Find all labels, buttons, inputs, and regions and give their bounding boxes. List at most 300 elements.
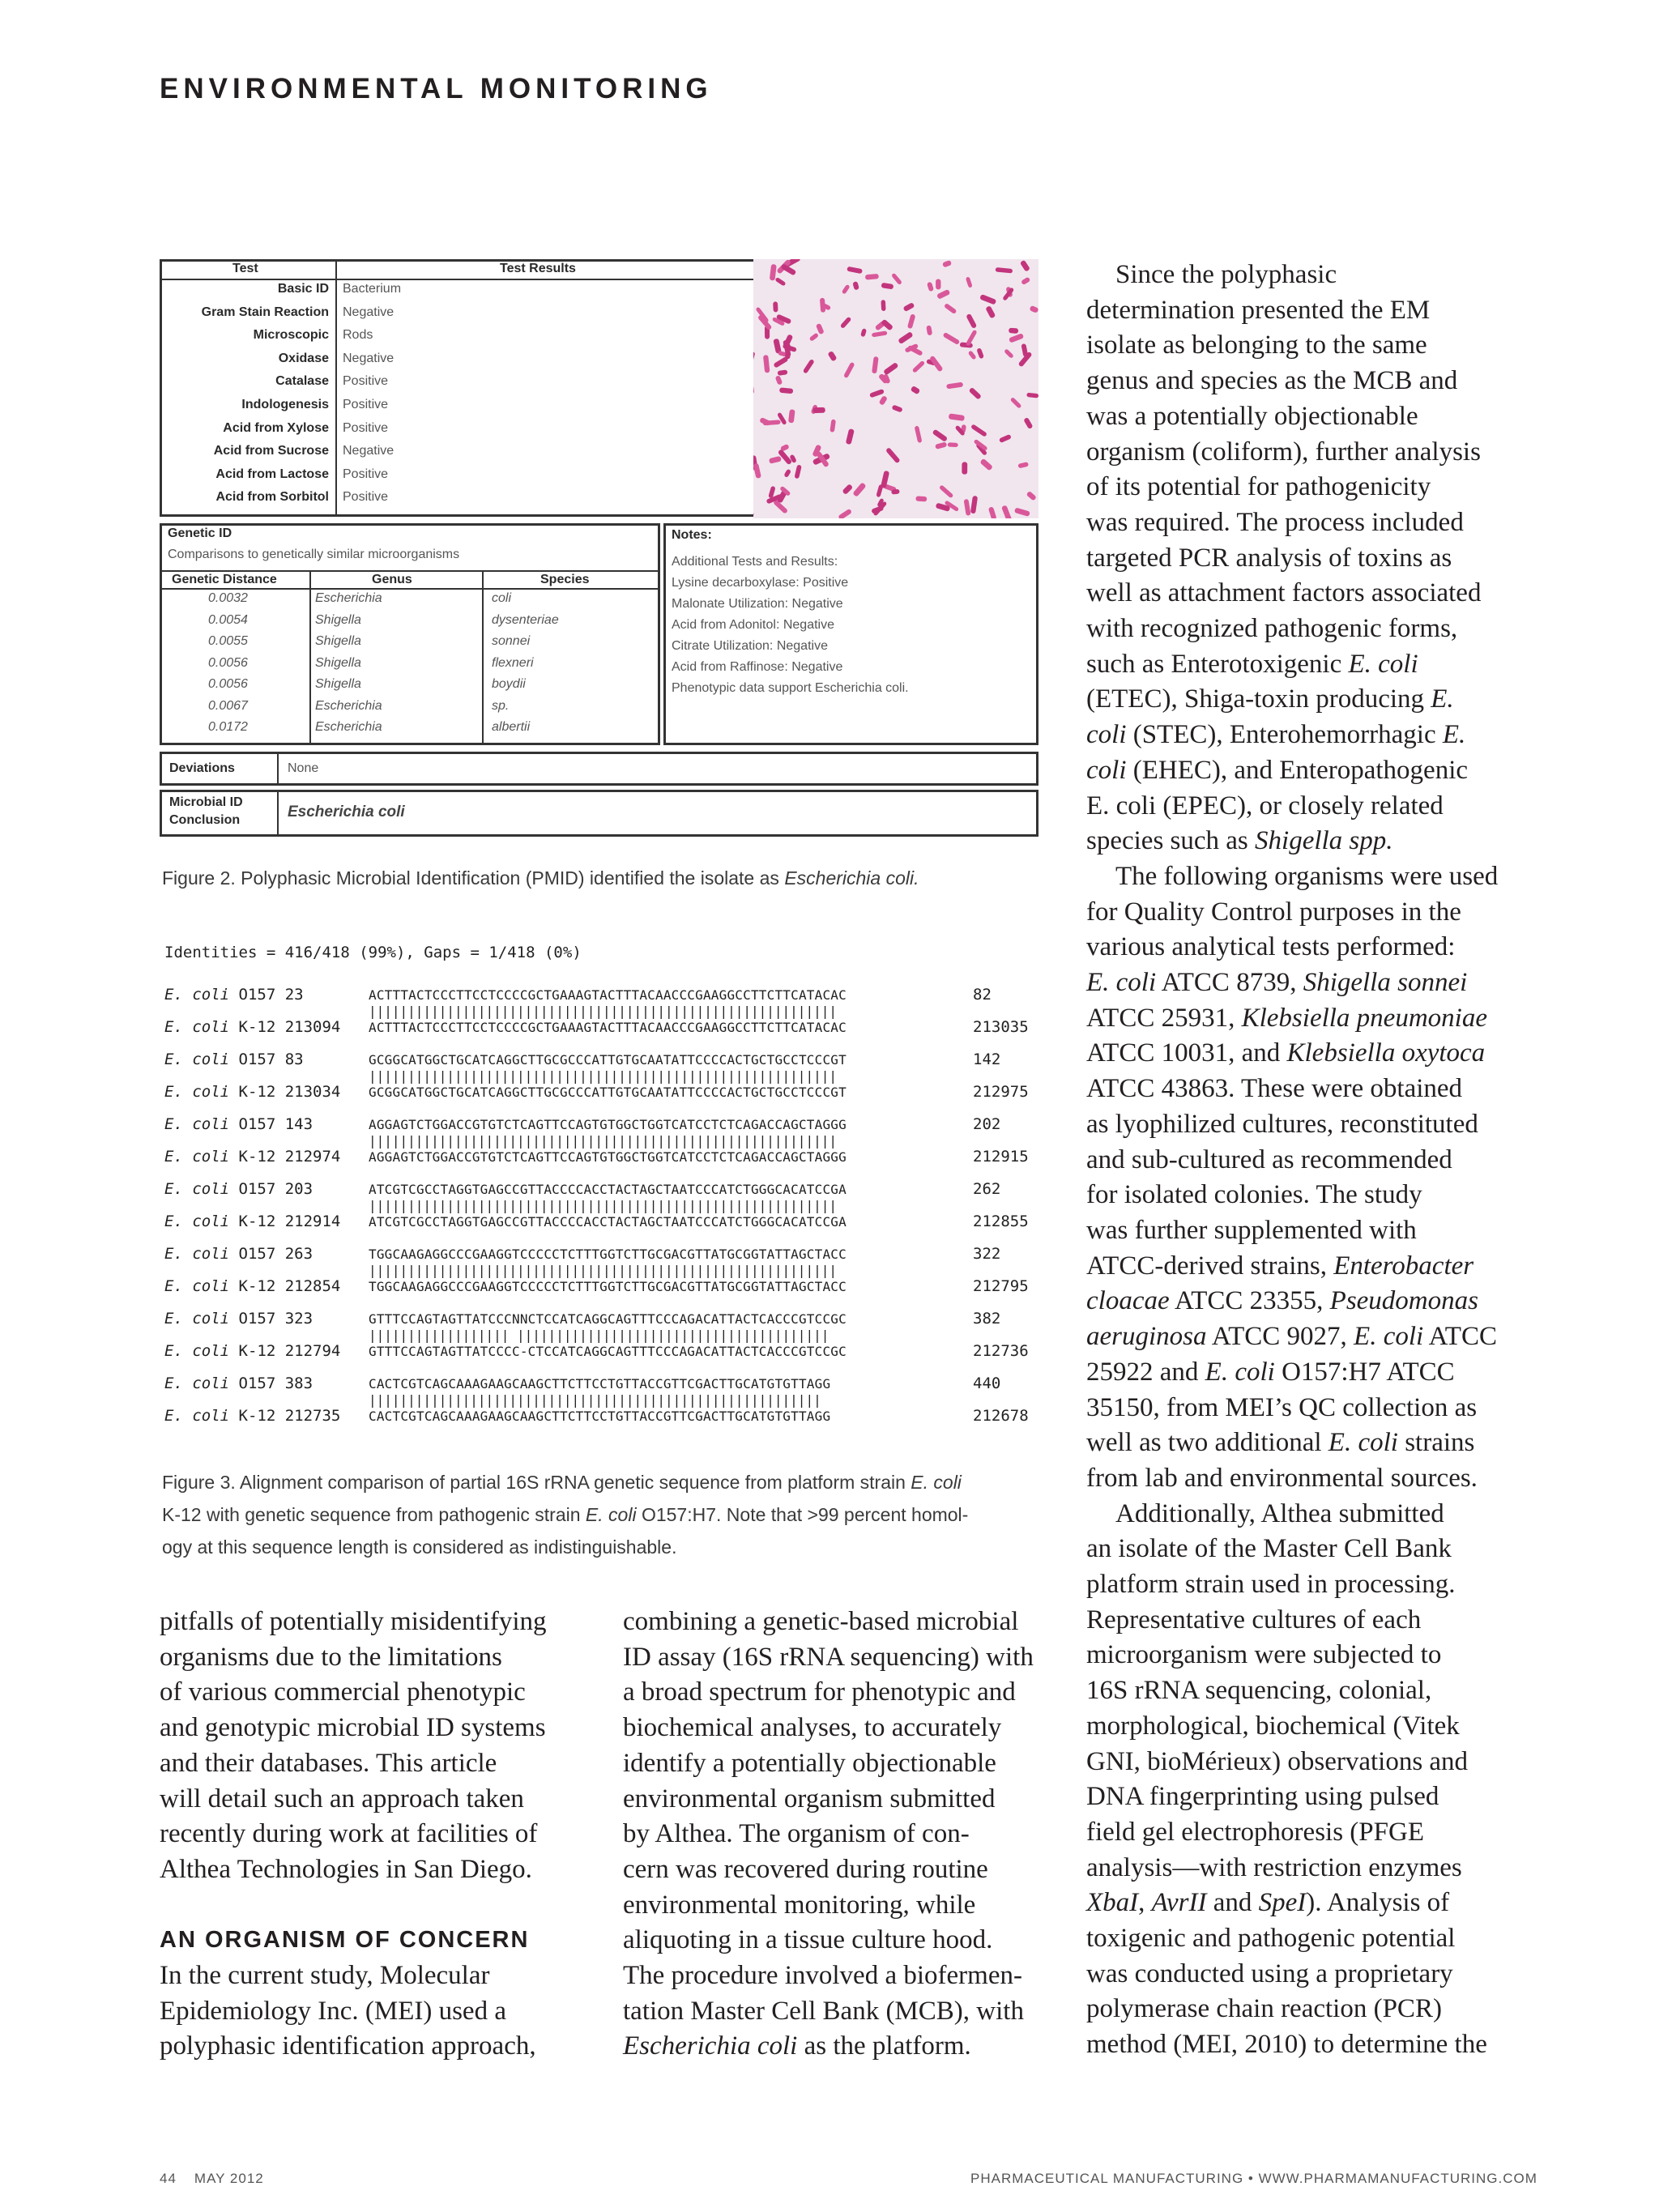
col3-italic: Enterobacter — [1333, 1251, 1474, 1281]
test-name: Indologenesis — [241, 398, 329, 411]
rod-bacterium — [788, 409, 795, 423]
test-name: Gram Stain Reaction — [201, 305, 329, 319]
alignment-organism — [164, 1051, 304, 1068]
col3-italic: E. coli — [1348, 649, 1418, 679]
genetic-distance: 0.0054 — [208, 612, 248, 627]
genetic-genus: Escherichia — [315, 591, 382, 605]
alignment-strain: O157 203 — [238, 1180, 313, 1198]
col3-line: as lyophilized cultures, reconstituted — [1086, 1109, 1478, 1139]
alignment-organism — [164, 1018, 340, 1036]
col3-line: E. coli (EPEC), or closely related — [1086, 791, 1444, 820]
rod-bacterium — [803, 359, 815, 374]
rod-bacterium — [948, 442, 958, 447]
text-line: toxigenic and pathogenic potential — [1086, 1924, 1456, 1954]
col3-italic: Shigella spp. — [1255, 826, 1393, 856]
alignment-row — [164, 1083, 1039, 1115]
rod-bacterium — [1009, 328, 1018, 334]
alignment-sequence: TGGCAAGAGGCCCGAAGGTCCCCCTCTTTGGTCTTGCGACGTTATGCGGTATTAGCTACC — [369, 1247, 847, 1262]
alignment-organism — [164, 1148, 340, 1166]
rod-bacterium — [988, 506, 997, 518]
rod-bacterium — [778, 369, 788, 375]
footer-right — [970, 2171, 1537, 2187]
col1-paragraph — [160, 1605, 597, 1888]
rod-bacterium — [846, 428, 855, 445]
notes-title: Notes: — [672, 528, 712, 542]
rod-bacterium — [915, 496, 927, 501]
rod-bacterium — [1020, 260, 1030, 272]
note-line: Acid from Adonitol: Negative — [672, 618, 834, 632]
caption-italic: Escherichia coli. — [784, 867, 919, 889]
text-line: of its potential for pathogenicity — [1086, 472, 1431, 502]
col3-italic: AvrII — [1151, 1888, 1207, 1918]
test-name: Microscopic — [253, 328, 329, 343]
alignment-species: E. coli — [164, 1018, 230, 1036]
alignment-position: 212975 — [973, 1083, 1029, 1101]
caption-l2: K-12 with genetic sequence from pathogenic strain — [162, 1504, 586, 1525]
rod-bacterium — [1001, 505, 1013, 518]
col3-italic: E. coli — [1205, 1357, 1275, 1387]
col3-italic: E. coli — [1086, 968, 1157, 998]
col3-italic: aeruginosa — [1086, 1322, 1207, 1352]
genetic-distance: 0.0055 — [208, 634, 248, 648]
alignment-row — [164, 1180, 1039, 1213]
col3-line: from lab and environmental sources. — [1086, 1463, 1478, 1493]
text-line: Epidemiology Inc. (MEI) used a — [160, 1996, 506, 2026]
genetic-species: flexneri — [492, 655, 534, 670]
col3-italic: E. coli — [1354, 1322, 1424, 1352]
col2-paragraph — [623, 1605, 1060, 2029]
col3-paragraph-1 — [1086, 258, 1540, 647]
genetic-genus: Escherichia — [315, 720, 382, 734]
rod-bacterium — [885, 447, 901, 463]
rod-bacterium — [979, 458, 993, 471]
alignment-organism — [164, 1277, 340, 1295]
rod-bacterium — [847, 266, 863, 274]
rod-bacterium — [935, 441, 947, 450]
test-result: Positive — [343, 374, 389, 389]
alignment-match-bars: |||||||||||||||||||||||||||||||||||||||||||||||||||||||||||| — [369, 1004, 837, 1019]
alignment-strain: O157 143 — [238, 1115, 313, 1133]
text-line: The procedure involved a biofermen- — [623, 1961, 1022, 1991]
rod-bacterium — [827, 351, 837, 362]
col3-text: ATCC — [1423, 1322, 1497, 1352]
alignment-sequence: GTTTCCAGTAGTTATCCCC-CTCCATCAGGCAGTTTCCCAGACATTACTCACCCGTCCGC — [369, 1344, 847, 1359]
col3-line: for isolated colonies. The study — [1086, 1180, 1422, 1210]
test-name: Acid from Sorbitol — [215, 490, 329, 505]
rod-bacterium — [966, 276, 973, 288]
genetic-species: sonnei — [492, 634, 531, 648]
rod-bacterium — [985, 305, 996, 318]
text-line: pitfalls of potentially misidentifying — [160, 1607, 547, 1636]
issue-date: MAY 2012 — [194, 2171, 264, 2186]
col2-last-line — [623, 2029, 1060, 2065]
alignment-strain: K-12 213094 — [238, 1018, 341, 1036]
text-line: morphological, biochemical (Vitek — [1086, 1711, 1460, 1741]
alignment-row — [164, 1051, 1039, 1083]
text-line: polymerase chain reaction (PCR) — [1086, 1994, 1442, 2024]
rod-bacterium — [1026, 393, 1038, 399]
rod-bacterium — [927, 282, 934, 292]
rod-bacterium — [1030, 305, 1038, 313]
rod-bacterium — [926, 325, 932, 335]
col3-text: ATCC 25931, — [1086, 1003, 1242, 1033]
alignment-row — [164, 1375, 1039, 1407]
rod-bacterium — [936, 289, 950, 300]
col3-line: ATCC 43863. These were obtained — [1086, 1074, 1463, 1104]
col3-line: various analytical tests performed: — [1086, 932, 1456, 962]
alignment-organism — [164, 1342, 340, 1360]
alignment-sequence: CACTCGTCAGCAAAGAAGCAAGCTTCTTCCTGTTACCGTTCGACTTGCATGTGTTAGG — [369, 1409, 831, 1424]
alignment-position: 262 — [973, 1180, 1001, 1198]
alignment-match-bars: |||||||||||||||||||||||||||||||||||||||||||||||||||||||||||| — [369, 1198, 837, 1213]
test-result: Negative — [343, 305, 394, 319]
col3-italic: coli — [1086, 755, 1127, 785]
col1-paragraph-2 — [160, 1958, 597, 2065]
text-line: 16S rRNA sequencing, colonial, — [1086, 1676, 1432, 1706]
conclusion-label-1: Microbial ID — [169, 795, 243, 809]
alignment-species: E. coli — [164, 986, 230, 1004]
col3-line: for Quality Control purposes in the — [1086, 897, 1461, 927]
alignment-organism — [164, 986, 304, 1004]
note-line: Malonate Utilization: Negative — [672, 597, 843, 611]
rod-bacterium — [944, 303, 957, 314]
text-line: organisms due to the limitations — [160, 1642, 502, 1672]
alignment-species: E. coli — [164, 1407, 230, 1425]
alignment-strain: K-12 212794 — [238, 1342, 341, 1360]
rod-bacterium — [915, 425, 923, 443]
rod-bacterium — [1004, 348, 1014, 359]
test-result: Rods — [343, 328, 373, 343]
alignment-strain: K-12 212735 — [238, 1407, 341, 1425]
alignment-species: E. coli — [164, 1310, 230, 1328]
figure-3-caption — [162, 1466, 1037, 1563]
test-result: Positive — [343, 467, 389, 481]
text-line: field gel electrophoresis (PFGE — [1086, 1817, 1424, 1847]
page-number: 44 — [160, 2171, 177, 2186]
alignment-strain: K-12 212914 — [238, 1213, 341, 1230]
rod-bacterium — [816, 323, 825, 335]
genetic-distance: 0.0032 — [208, 591, 248, 605]
text-line: method (MEI, 2010) to determine the — [1086, 2030, 1487, 2060]
alignment-organism — [164, 1213, 340, 1230]
rod-bacterium — [865, 274, 879, 280]
text-line: genus and species as the MCB and — [1086, 366, 1458, 396]
col3-text: ATCC 10031, and — [1086, 1038, 1287, 1068]
rod-bacterium — [872, 330, 888, 337]
alignment-sequence: ACTTTACTCCCTTCCTCCCCGCTGAAAGTACTTTACAACCCGAAGGCCTTCTTCATACAC — [369, 1020, 847, 1035]
genetic-genus: Shigella — [315, 677, 361, 691]
caption-l1: Figure 3. Alignment comparison of partial 16S rRNA genetic sequence from platform strain — [162, 1472, 911, 1493]
text-line: was required. The process included — [1086, 507, 1464, 537]
text-line: ID assay (16S rRNA sequencing) with — [623, 1642, 1034, 1672]
alignment-sequence: AGGAGTCTGGACCGTGTCTCAGTTCCAGTGTGGCTGGTCATCCTCTCAGACCAGCTAGGG — [369, 1117, 847, 1132]
rod-bacterium — [936, 279, 940, 290]
text-line: environmental monitoring, while — [623, 1890, 976, 1920]
text-line: determination presented the EM — [1086, 295, 1431, 325]
alignment-species: E. coli — [164, 1213, 230, 1230]
alignment-row — [164, 1213, 1039, 1245]
alignment-match-bars: |||||||||||||||||| |||||||||||||||||||||||||||||||||||||||| — [369, 1328, 830, 1343]
alignment-organism — [164, 1407, 340, 1425]
rod-bacterium — [838, 509, 852, 518]
rod-bacterium — [881, 300, 885, 311]
text-line: GNI, bioMérieux) observations and — [1086, 1746, 1469, 1776]
rod-bacterium — [1009, 333, 1024, 343]
conclusion-label-2: Conclusion — [169, 813, 241, 827]
text-line: tation Master Cell Bank (MCB), with — [623, 1996, 1024, 2026]
col3-text: ATCC-derived strains, — [1086, 1251, 1334, 1281]
col3-italic: E. coli — [1328, 1428, 1398, 1458]
rod-bacterium — [970, 496, 978, 514]
genetic-distance: 0.0056 — [208, 677, 248, 691]
alignment-species: E. coli — [164, 1180, 230, 1198]
genetic-genus: Shigella — [315, 655, 361, 670]
rod-bacterium — [879, 395, 888, 406]
rod-bacterium — [968, 350, 977, 360]
col3-paragraph-3 — [1086, 1497, 1540, 1886]
text-line: targeted PCR analysis of toxins as — [1086, 543, 1452, 573]
test-result: Positive — [343, 490, 389, 505]
col3-text: ATCC 9027, — [1206, 1322, 1354, 1352]
alignment-row — [164, 986, 1039, 1018]
rod-bacterium — [907, 313, 916, 329]
col-genetic-distance: Genetic Distance — [172, 573, 277, 586]
caption-l2-post: O157:H7. Note that >99 percent homol- — [636, 1504, 969, 1525]
rod-bacterium — [753, 386, 754, 394]
text-line: organism (coliform), further analysis — [1086, 437, 1481, 467]
alignment-row — [164, 1115, 1039, 1148]
col3-line: The following organisms were used — [1115, 861, 1499, 891]
alignment-row — [164, 1148, 1039, 1180]
genetic-species: boydii — [492, 677, 526, 691]
rod-bacterium — [769, 456, 782, 464]
publication-url: WWW.PHARMAMANUFACTURING.COM — [1258, 2171, 1537, 2186]
alignment-strain: O157 323 — [238, 1310, 313, 1328]
alignment-position: 82 — [973, 986, 992, 1004]
alignment-position: 212795 — [973, 1277, 1029, 1295]
rod-bacterium — [779, 387, 793, 394]
rod-bacterium — [902, 302, 915, 312]
test-name: Acid from Xylose — [223, 420, 329, 435]
text-line: Representative cultures of each — [1086, 1605, 1422, 1634]
text-line: of various commercial phenotypic — [160, 1677, 526, 1707]
test-name: Basic ID — [277, 282, 329, 296]
col3-text: (STEC), Enterohemorrhagic — [1126, 720, 1443, 750]
rod-bacterium — [942, 260, 952, 268]
genetic-id-subtitle: Comparisons to genetically similar microorganisms — [168, 548, 460, 561]
genetic-distance: 0.0056 — [208, 655, 248, 670]
col3-italic: E. — [1442, 720, 1466, 750]
rod-bacterium — [852, 482, 866, 497]
col2-last-post: as the platform. — [797, 2031, 971, 2061]
col3-text: ATCC 23355, — [1169, 1286, 1330, 1316]
rod-bacterium — [912, 360, 926, 373]
alignment-sequence: GCGGCATGGCTGCATCAGGCTTGCGCCCATTGTGCAATATTCCCCACTGCTGCCTCCCGT — [369, 1085, 847, 1100]
rod-bacterium — [946, 382, 963, 390]
text-line: platform strain used in processing. — [1086, 1570, 1456, 1600]
rod-bacterium — [753, 463, 761, 479]
rod-bacterium — [911, 386, 921, 394]
rod-bacterium — [939, 484, 954, 498]
alignment-rows — [164, 986, 1039, 1439]
alignment-sequence: GCGGCATGGCTGCATCAGGCTTGCGCCCATTGTGCAATATTCCCCACTGCTGCCTCCCGT — [369, 1052, 847, 1068]
rod-bacterium — [883, 362, 898, 376]
test-name: Catalase — [275, 374, 329, 389]
alignment-row — [164, 1310, 1039, 1342]
rod-bacterium — [812, 407, 825, 413]
genetic-species: albertii — [492, 720, 531, 734]
rod-bacterium — [999, 434, 1012, 443]
genetic-species: sp. — [492, 698, 510, 713]
alignment-position: 212915 — [973, 1148, 1029, 1166]
test-result: Positive — [343, 420, 389, 435]
genetic-genus: Shigella — [315, 634, 361, 648]
text-line: was a potentially objectionable — [1086, 401, 1418, 431]
note-line: Citrate Utilization: Negative — [672, 639, 828, 653]
column-3 — [1086, 258, 1540, 2063]
figure-2-caption — [162, 862, 919, 894]
col3-text: , — [1138, 1888, 1152, 1918]
rod-bacterium — [932, 429, 949, 442]
text-line: environmental organism submitted — [623, 1784, 996, 1813]
text-line: recently during work at facilities of — [160, 1819, 538, 1849]
text-line: Additionally, Althea submitted — [1115, 1498, 1444, 1528]
rod-bacterium — [969, 387, 982, 400]
rod-bacterium — [794, 464, 801, 479]
rod-bacterium — [860, 328, 867, 337]
rod-bacterium — [774, 277, 786, 287]
rod-bacterium — [892, 404, 903, 412]
rod-bacterium — [942, 332, 960, 345]
text-line: by Althea. The organism of con- — [623, 1819, 970, 1849]
genetic-distance: 0.0067 — [208, 698, 248, 713]
rod-bacterium — [949, 413, 965, 421]
conclusion-value: Escherichia coli — [288, 803, 405, 820]
note-line: Acid from Raffinose: Negative — [672, 660, 843, 674]
text-line: isolate as belonging to the same — [1086, 330, 1427, 360]
rod-bacterium — [840, 317, 852, 329]
identities-line: Identities = 416/418 (99%), Gaps = 1/418 (0%) — [164, 944, 582, 961]
rod-bacterium — [1023, 417, 1033, 429]
rod-bacterium — [770, 264, 777, 281]
note-line: Phenotypic data support Escherichia coli. — [672, 681, 909, 695]
rod-bacterium — [964, 499, 971, 516]
rod-bacterium — [1026, 491, 1037, 501]
alignment-species: E. coli — [164, 1051, 230, 1068]
alignment-species: E. coli — [164, 1342, 230, 1360]
alignment-row — [164, 1245, 1039, 1277]
alignment-strain: O157 383 — [238, 1375, 313, 1392]
deviations-label: Deviations — [169, 761, 235, 775]
col-species: Species — [540, 573, 590, 586]
rod-bacterium — [1010, 397, 1022, 409]
alignment-species: E. coli — [164, 1148, 230, 1166]
col3-line: and sub-cultured as recommended — [1086, 1144, 1452, 1174]
test-name: Oxidase — [278, 351, 329, 365]
text-line: polyphasic identification approach, — [160, 2031, 536, 2061]
alignment-strain: K-12 212974 — [238, 1148, 341, 1166]
figure-3-alignment — [164, 944, 1039, 1439]
rod-bacterium — [872, 356, 879, 373]
alignment-species: E. coli — [164, 1115, 230, 1133]
section-header: ENVIRONMENTAL MONITORING — [160, 73, 713, 104]
rod-bacterium — [881, 283, 894, 290]
rod-bacterium — [773, 301, 778, 312]
alignment-position: 202 — [973, 1115, 1001, 1133]
test-result: Negative — [343, 351, 394, 365]
text-line: In the current study, Molecular — [160, 1961, 490, 1991]
alignment-position: 440 — [973, 1375, 1001, 1392]
alignment-position: 212736 — [973, 1342, 1029, 1360]
test-header: Test — [232, 262, 258, 275]
note-line: Lysine decarboxylase: Positive — [672, 576, 849, 590]
alignment-organism — [164, 1083, 340, 1101]
rod-bacterium — [976, 347, 984, 359]
col2-italic: Escherichia coli — [623, 2031, 798, 2061]
alignment-match-bars: |||||||||||||||||||||||||||||||||||||||||||||||||||||||||||| — [369, 1068, 837, 1084]
rod-bacterium — [843, 362, 855, 379]
col3-text: strains — [1397, 1428, 1475, 1458]
test-name: Acid from Lactose — [215, 467, 329, 481]
test-name: Acid from Sucrose — [213, 444, 329, 458]
col3-italic: Shigella sonnei — [1303, 968, 1468, 998]
rod-bacterium — [898, 331, 913, 344]
col3-line: was further supplemented with — [1086, 1215, 1417, 1245]
alignment-match-bars: |||||||||||||||||||||||||||||||||||||||||||||||||||||||||||| — [369, 1133, 837, 1149]
text-line: Althea Technologies in San Diego. — [160, 1854, 532, 1884]
text-line: well as attachment factors associated — [1086, 578, 1482, 608]
col3-text: ). Analysis of — [1306, 1888, 1450, 1918]
col3-text: (EHEC), and Enteropathogenic — [1126, 755, 1469, 785]
col3-text: species such as — [1086, 826, 1256, 856]
text-line: will detail such an approach taken — [160, 1784, 524, 1813]
rod-bacterium — [753, 352, 755, 364]
alignment-match-bars: |||||||||||||||||||||||||||||||||||||||||||||||||||||||||||| — [369, 1263, 837, 1278]
alignment-strain: O157 263 — [238, 1245, 313, 1263]
col3-italic: SpeI — [1258, 1888, 1307, 1918]
caption-l3: ogy at this sequence length is considered as indistinguishable. — [162, 1536, 677, 1558]
col3-text: 25922 and — [1086, 1357, 1205, 1387]
alignment-position: 213035 — [973, 1018, 1029, 1036]
subhead-organism-of-concern: AN ORGANISM OF CONCERN — [160, 1927, 530, 1954]
alignment-organism — [164, 1375, 313, 1392]
text-line: Since the polyphasic — [1115, 260, 1337, 289]
rod-bacterium — [842, 484, 853, 495]
text-line: with recognized pathogenic forms, — [1086, 614, 1458, 644]
col3-text: and — [1206, 1888, 1259, 1918]
footer-bullet: • — [1247, 2171, 1254, 2186]
rod-bacterium — [763, 355, 770, 373]
col3-text: well as two additional — [1086, 1428, 1328, 1458]
figure-2 — [160, 259, 1038, 837]
alignment-organism — [164, 1310, 313, 1328]
col-genus: Genus — [372, 573, 412, 586]
caption-l2-italic: E. coli — [585, 1504, 637, 1525]
alignment-position: 142 — [973, 1051, 1001, 1068]
col3-italic: Klebsiella oxytoca — [1286, 1038, 1486, 1068]
micrograph-rods — [753, 259, 1038, 518]
deviations-value: None — [288, 761, 319, 775]
text-line: an isolate of the Master Cell Bank — [1086, 1534, 1452, 1564]
alignment-row — [164, 1277, 1039, 1310]
genetic-distance: 0.0172 — [208, 720, 248, 734]
rod-bacterium — [966, 313, 977, 329]
col3-italic: cloacae — [1086, 1286, 1170, 1316]
test-result: Bacterium — [343, 282, 402, 296]
col3-italic: Klebsiella pneumoniae — [1241, 1003, 1487, 1033]
note-line: Additional Tests and Results: — [672, 555, 838, 569]
test-result: Negative — [343, 444, 394, 458]
